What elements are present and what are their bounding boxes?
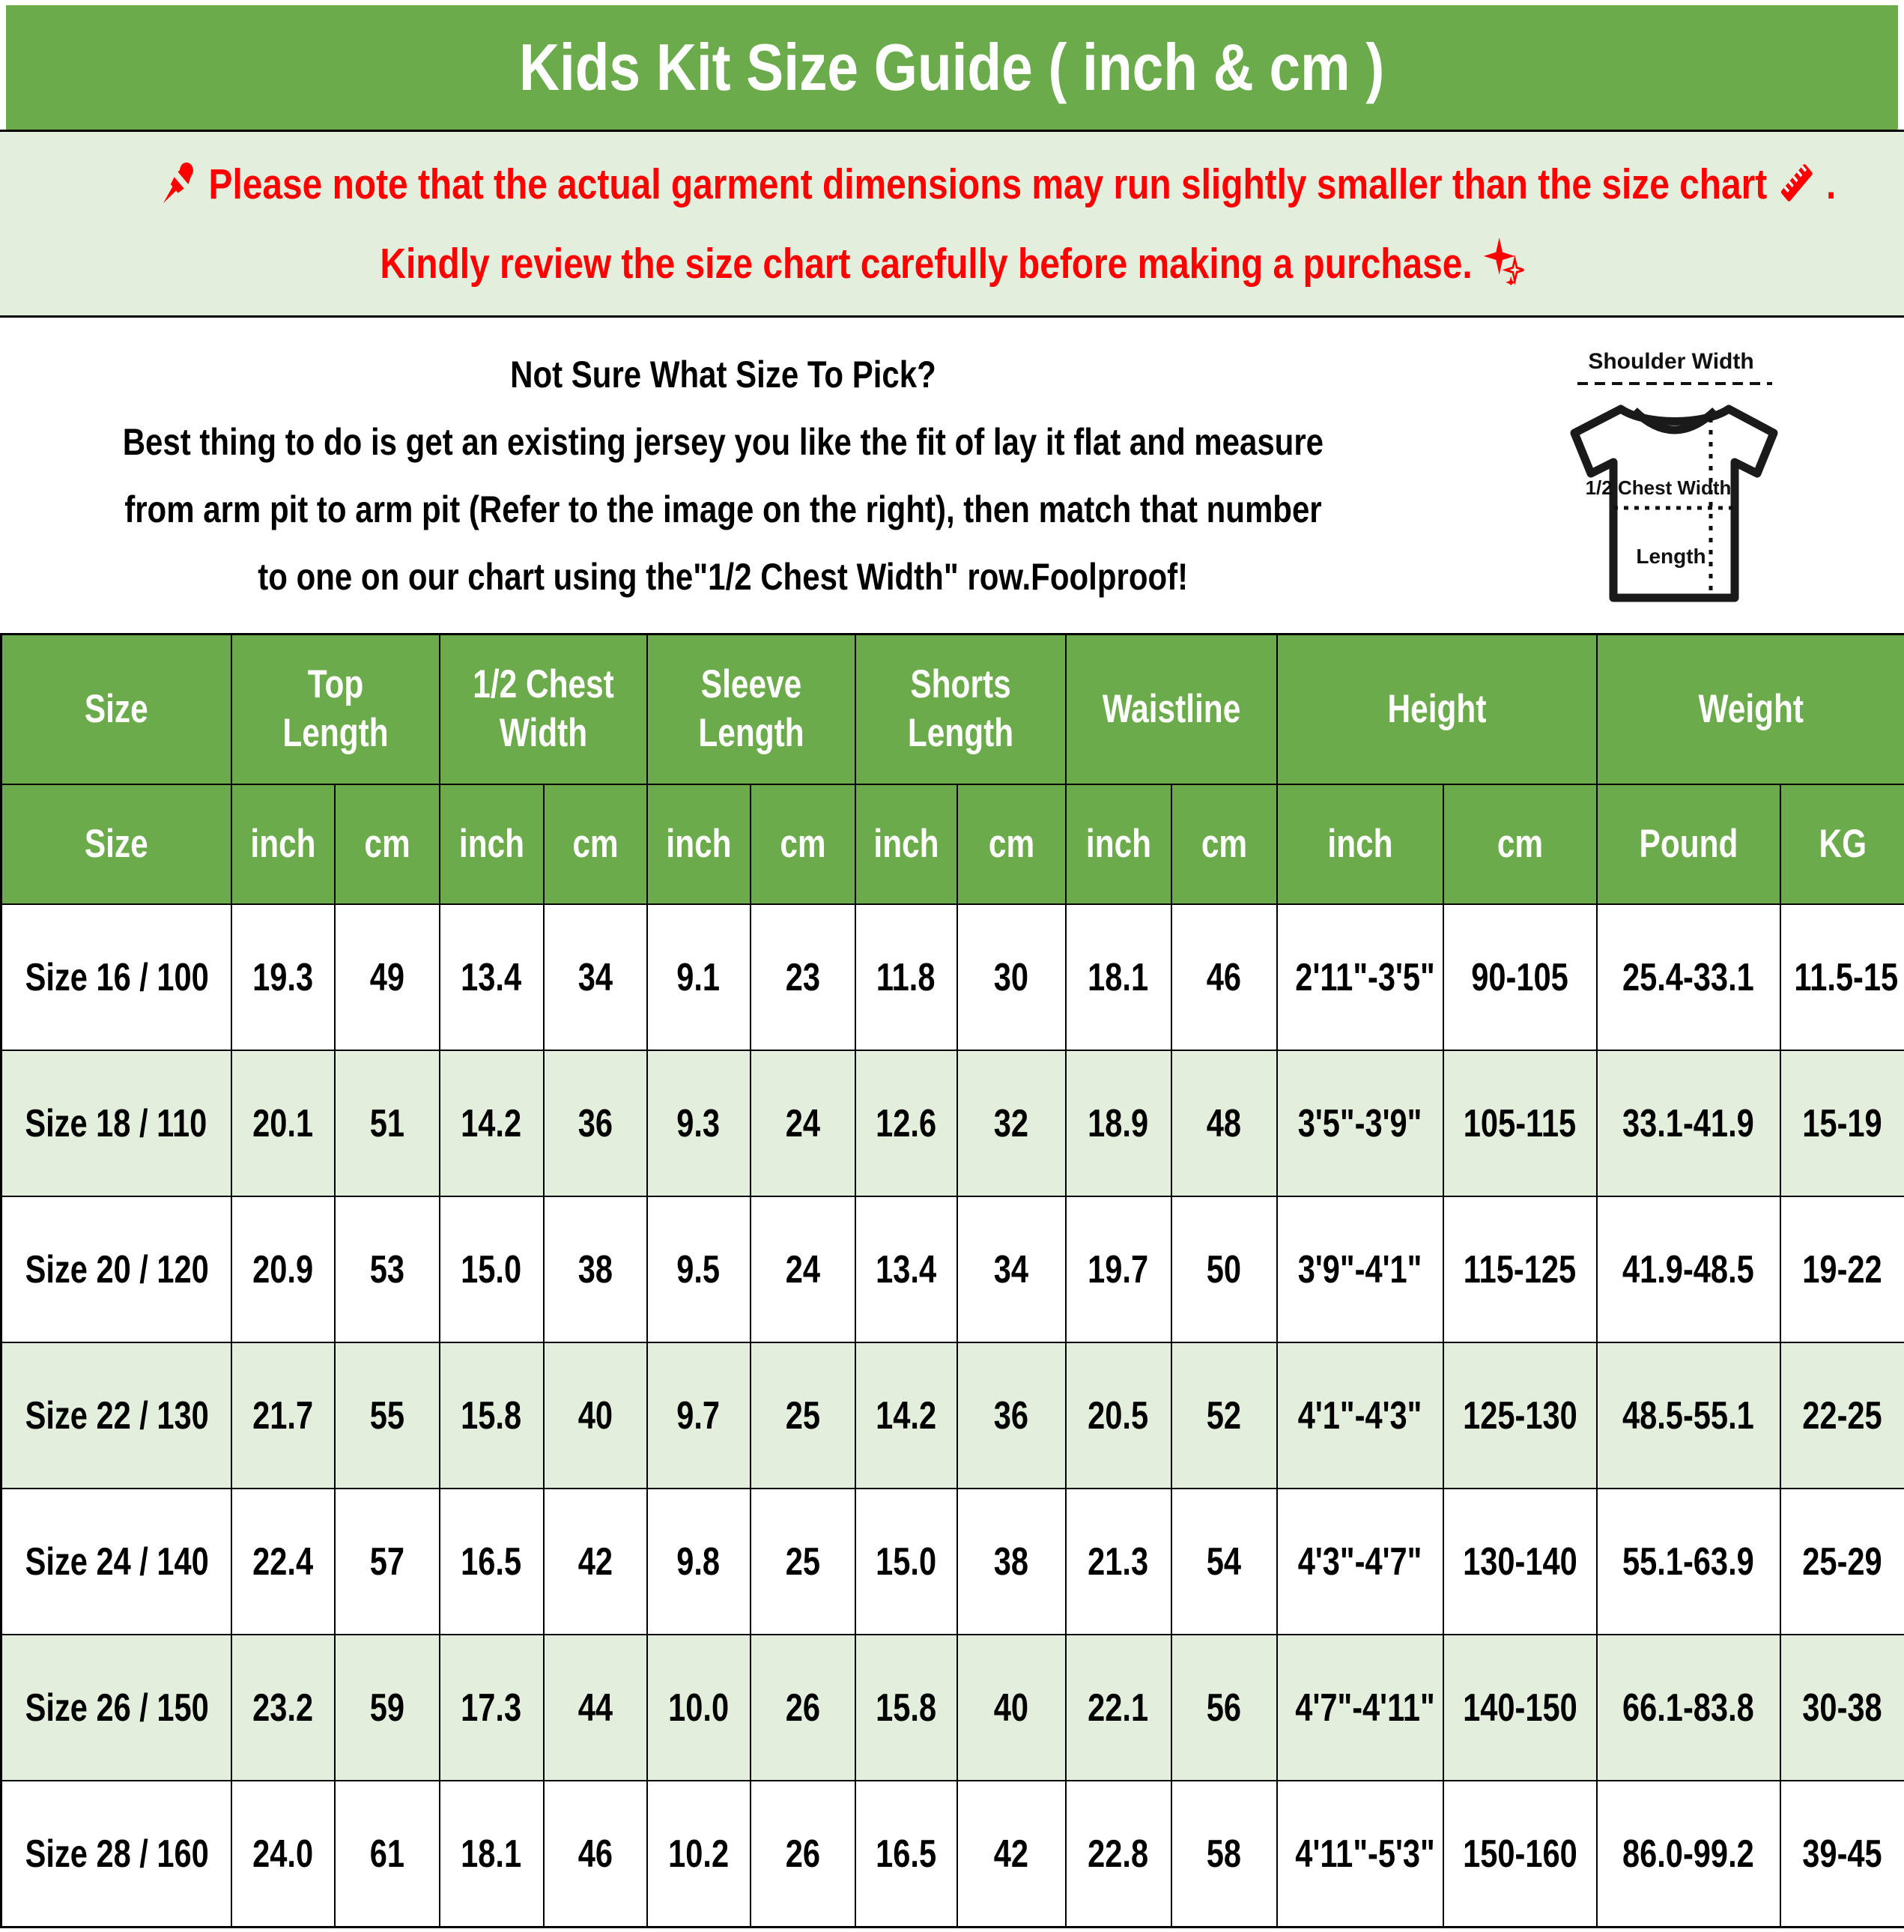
value-cell: 90-105 bbox=[1443, 904, 1597, 1050]
unit-header: inch bbox=[647, 784, 751, 904]
value-cell: 15-19 bbox=[1780, 1050, 1904, 1196]
value-cell: 4'7"-4'11" bbox=[1277, 1635, 1443, 1781]
value-cell: 66.1-83.8 bbox=[1597, 1635, 1780, 1781]
value-cell: 49 bbox=[335, 904, 440, 1050]
value-cell: 4'1"-4'3" bbox=[1277, 1342, 1443, 1489]
tshirt-measure-icon bbox=[1525, 340, 1825, 625]
shoulder-width-label: Shoulder Width bbox=[1588, 349, 1753, 374]
value-cell: 2'11"-3'5" bbox=[1277, 904, 1443, 1050]
value-cell: 22-25 bbox=[1780, 1342, 1904, 1489]
value-cell: 36 bbox=[957, 1342, 1066, 1489]
value-cell: 12.6 bbox=[855, 1050, 957, 1196]
fit-guide-line-3: to one on our chart using the"1/2 Chest Width" row.Foolproof! bbox=[0, 543, 1446, 611]
value-cell: 54 bbox=[1171, 1489, 1277, 1635]
value-cell: 9.5 bbox=[647, 1196, 751, 1342]
size-cell: Size 22 / 130 bbox=[1, 1342, 231, 1489]
value-cell: 25 bbox=[751, 1489, 855, 1635]
value-cell: 20.1 bbox=[231, 1050, 335, 1196]
value-cell: 3'9"-4'1" bbox=[1277, 1196, 1443, 1342]
value-cell: 125-130 bbox=[1443, 1342, 1597, 1489]
unit-header: cm bbox=[1171, 784, 1277, 904]
value-cell: 22.1 bbox=[1066, 1635, 1171, 1781]
value-cell: 9.1 bbox=[647, 904, 751, 1050]
value-cell: 53 bbox=[335, 1196, 440, 1342]
size-table-body bbox=[1, 904, 1904, 1928]
value-cell: 40 bbox=[544, 1342, 647, 1489]
value-cell: 14.2 bbox=[440, 1050, 544, 1196]
value-cell: 52 bbox=[1171, 1342, 1277, 1489]
unit-header: inch bbox=[1277, 784, 1443, 904]
notice-line-1 bbox=[0, 145, 1904, 224]
unit-header: cm bbox=[544, 784, 647, 904]
value-cell: 57 bbox=[335, 1489, 440, 1635]
col-header-waistline: Waistline bbox=[1066, 635, 1277, 785]
value-cell: 19.3 bbox=[231, 904, 335, 1050]
table-row bbox=[1, 904, 1904, 1050]
value-cell: 86.0-99.2 bbox=[1597, 1781, 1780, 1928]
value-cell: 15.8 bbox=[855, 1635, 957, 1781]
value-cell: 11.5-15 bbox=[1780, 904, 1904, 1050]
value-cell: 20.5 bbox=[1066, 1342, 1171, 1489]
value-cell: 26 bbox=[751, 1781, 855, 1928]
unit-header: cm bbox=[335, 784, 440, 904]
unit-header: inch bbox=[231, 784, 335, 904]
value-cell: 33.1-41.9 bbox=[1597, 1050, 1780, 1196]
fit-guide-section bbox=[0, 318, 1904, 633]
unit-header: Pound bbox=[1597, 784, 1780, 904]
value-cell: 30 bbox=[957, 904, 1066, 1050]
value-cell: 17.3 bbox=[440, 1635, 544, 1781]
value-cell: 23 bbox=[751, 904, 855, 1050]
unit-header: inch bbox=[1066, 784, 1171, 904]
col-header-size: Size bbox=[1, 635, 231, 785]
col-header-top-length: Top Length bbox=[231, 635, 440, 785]
size-cell: Size 18 / 110 bbox=[1, 1050, 231, 1196]
value-cell: 22.4 bbox=[231, 1489, 335, 1635]
value-cell: 21.3 bbox=[1066, 1489, 1171, 1635]
value-cell: 16.5 bbox=[440, 1489, 544, 1635]
value-cell: 15.8 bbox=[440, 1342, 544, 1489]
value-cell: 41.9-48.5 bbox=[1597, 1196, 1780, 1342]
col-header-height: Height bbox=[1277, 635, 1597, 785]
sparkles-icon bbox=[1473, 240, 1524, 288]
notice-line-2 bbox=[0, 224, 1904, 303]
group-header-row bbox=[1, 635, 1904, 785]
pushpin-icon bbox=[160, 160, 208, 208]
notice-text-1: Please note that the actual garment dimensions may run slightly smaller than the size chart bbox=[209, 160, 1768, 208]
notice-text-2: Kindly review the size chart carefully before making a purchase. bbox=[381, 240, 1473, 288]
value-cell: 13.4 bbox=[440, 904, 544, 1050]
table-row bbox=[1, 1489, 1904, 1635]
value-cell: 18.9 bbox=[1066, 1050, 1171, 1196]
half-chest-width-label: 1/2 Chest Width bbox=[1586, 476, 1732, 499]
fit-guide-heading: Not Sure What Size To Pick? bbox=[0, 341, 1446, 408]
unit-header: cm bbox=[1443, 784, 1597, 904]
value-cell: 23.2 bbox=[231, 1635, 335, 1781]
value-cell: 25 bbox=[751, 1342, 855, 1489]
value-cell: 19-22 bbox=[1780, 1196, 1904, 1342]
value-cell: 15.0 bbox=[855, 1489, 957, 1635]
value-cell: 24 bbox=[751, 1050, 855, 1196]
table-row bbox=[1, 1050, 1904, 1196]
size-cell: Size 20 / 120 bbox=[1, 1196, 231, 1342]
fit-guide-line-2: from arm pit to arm pit (Refer to the image on the right), then match that number bbox=[0, 476, 1446, 543]
value-cell: 36 bbox=[544, 1050, 647, 1196]
value-cell: 34 bbox=[957, 1196, 1066, 1342]
value-cell: 24.0 bbox=[231, 1781, 335, 1928]
notice-text-1-suffix: . bbox=[1826, 160, 1836, 208]
value-cell: 34 bbox=[544, 904, 647, 1050]
tshirt-diagram bbox=[1446, 327, 1904, 625]
table-row bbox=[1, 1781, 1904, 1928]
value-cell: 46 bbox=[544, 1781, 647, 1928]
value-cell: 21.7 bbox=[231, 1342, 335, 1489]
value-cell: 55.1-63.9 bbox=[1597, 1489, 1780, 1635]
notice-banner bbox=[0, 130, 1904, 318]
value-cell: 9.7 bbox=[647, 1342, 751, 1489]
table-row bbox=[1, 1635, 1904, 1781]
unit-header: inch bbox=[440, 784, 544, 904]
unit-header: Size bbox=[1, 784, 231, 904]
value-cell: 38 bbox=[957, 1489, 1066, 1635]
value-cell: 115-125 bbox=[1443, 1196, 1597, 1342]
col-header-shorts-length: Shorts Length bbox=[855, 635, 1066, 785]
value-cell: 11.8 bbox=[855, 904, 957, 1050]
value-cell: 4'11"-5'3" bbox=[1277, 1781, 1443, 1928]
unit-header: inch bbox=[855, 784, 957, 904]
col-header-weight: Weight bbox=[1597, 635, 1904, 785]
value-cell: 61 bbox=[335, 1781, 440, 1928]
value-cell: 13.4 bbox=[855, 1196, 957, 1342]
value-cell: 55 bbox=[335, 1342, 440, 1489]
value-cell: 51 bbox=[335, 1050, 440, 1196]
length-label: Length bbox=[1636, 545, 1706, 568]
value-cell: 46 bbox=[1171, 904, 1277, 1050]
value-cell: 25.4-33.1 bbox=[1597, 904, 1780, 1050]
value-cell: 3'5"-3'9" bbox=[1277, 1050, 1443, 1196]
col-header-sleeve-length: Sleeve Length bbox=[647, 635, 855, 785]
size-cell: Size 28 / 160 bbox=[1, 1781, 231, 1928]
value-cell: 48.5-55.1 bbox=[1597, 1342, 1780, 1489]
value-cell: 59 bbox=[335, 1635, 440, 1781]
value-cell: 38 bbox=[544, 1196, 647, 1342]
table-row bbox=[1, 1196, 1904, 1342]
size-cell: Size 16 / 100 bbox=[1, 904, 231, 1050]
size-cell: Size 26 / 150 bbox=[1, 1635, 231, 1781]
value-cell: 15.0 bbox=[440, 1196, 544, 1342]
value-cell: 42 bbox=[957, 1781, 1066, 1928]
value-cell: 14.2 bbox=[855, 1342, 957, 1489]
unit-header: cm bbox=[957, 784, 1066, 904]
value-cell: 24 bbox=[751, 1196, 855, 1342]
value-cell: 56 bbox=[1171, 1635, 1277, 1781]
value-cell: 140-150 bbox=[1443, 1635, 1597, 1781]
value-cell: 4'3"-4'7" bbox=[1277, 1489, 1443, 1635]
value-cell: 39-45 bbox=[1780, 1781, 1904, 1928]
unit-header: cm bbox=[751, 784, 855, 904]
page-title: Kids Kit Size Guide ( inch & cm ) bbox=[443, 29, 1461, 106]
value-cell: 10.2 bbox=[647, 1781, 751, 1928]
unit-header: KG bbox=[1780, 784, 1904, 904]
value-cell: 20.9 bbox=[231, 1196, 335, 1342]
value-cell: 40 bbox=[957, 1635, 1066, 1781]
col-header-chest-width: 1/2 Chest Width bbox=[440, 635, 647, 785]
value-cell: 50 bbox=[1171, 1196, 1277, 1342]
value-cell: 18.1 bbox=[1066, 904, 1171, 1050]
value-cell: 19.7 bbox=[1066, 1196, 1171, 1342]
value-cell: 48 bbox=[1171, 1050, 1277, 1196]
value-cell: 16.5 bbox=[855, 1781, 957, 1928]
value-cell: 26 bbox=[751, 1635, 855, 1781]
size-cell: Size 24 / 140 bbox=[1, 1489, 231, 1635]
value-cell: 150-160 bbox=[1443, 1781, 1597, 1928]
value-cell: 105-115 bbox=[1443, 1050, 1597, 1196]
value-cell: 10.0 bbox=[647, 1635, 751, 1781]
value-cell: 9.3 bbox=[647, 1050, 751, 1196]
value-cell: 42 bbox=[544, 1489, 647, 1635]
value-cell: 32 bbox=[957, 1050, 1066, 1196]
fit-guide-text bbox=[0, 341, 1446, 611]
fit-guide-line-1: Best thing to do is get an existing jersey you like the fit of lay it flat and measure bbox=[0, 408, 1446, 476]
unit-header-row bbox=[1, 784, 1904, 904]
size-table bbox=[0, 633, 1904, 1928]
value-cell: 18.1 bbox=[440, 1781, 544, 1928]
value-cell: 30-38 bbox=[1780, 1635, 1904, 1781]
value-cell: 58 bbox=[1171, 1781, 1277, 1928]
value-cell: 130-140 bbox=[1443, 1489, 1597, 1635]
value-cell: 25-29 bbox=[1780, 1489, 1904, 1635]
title-bar bbox=[6, 5, 1898, 130]
table-row bbox=[1, 1342, 1904, 1489]
value-cell: 9.8 bbox=[647, 1489, 751, 1635]
ruler-icon bbox=[1777, 160, 1826, 208]
value-cell: 44 bbox=[544, 1635, 647, 1781]
value-cell: 22.8 bbox=[1066, 1781, 1171, 1928]
